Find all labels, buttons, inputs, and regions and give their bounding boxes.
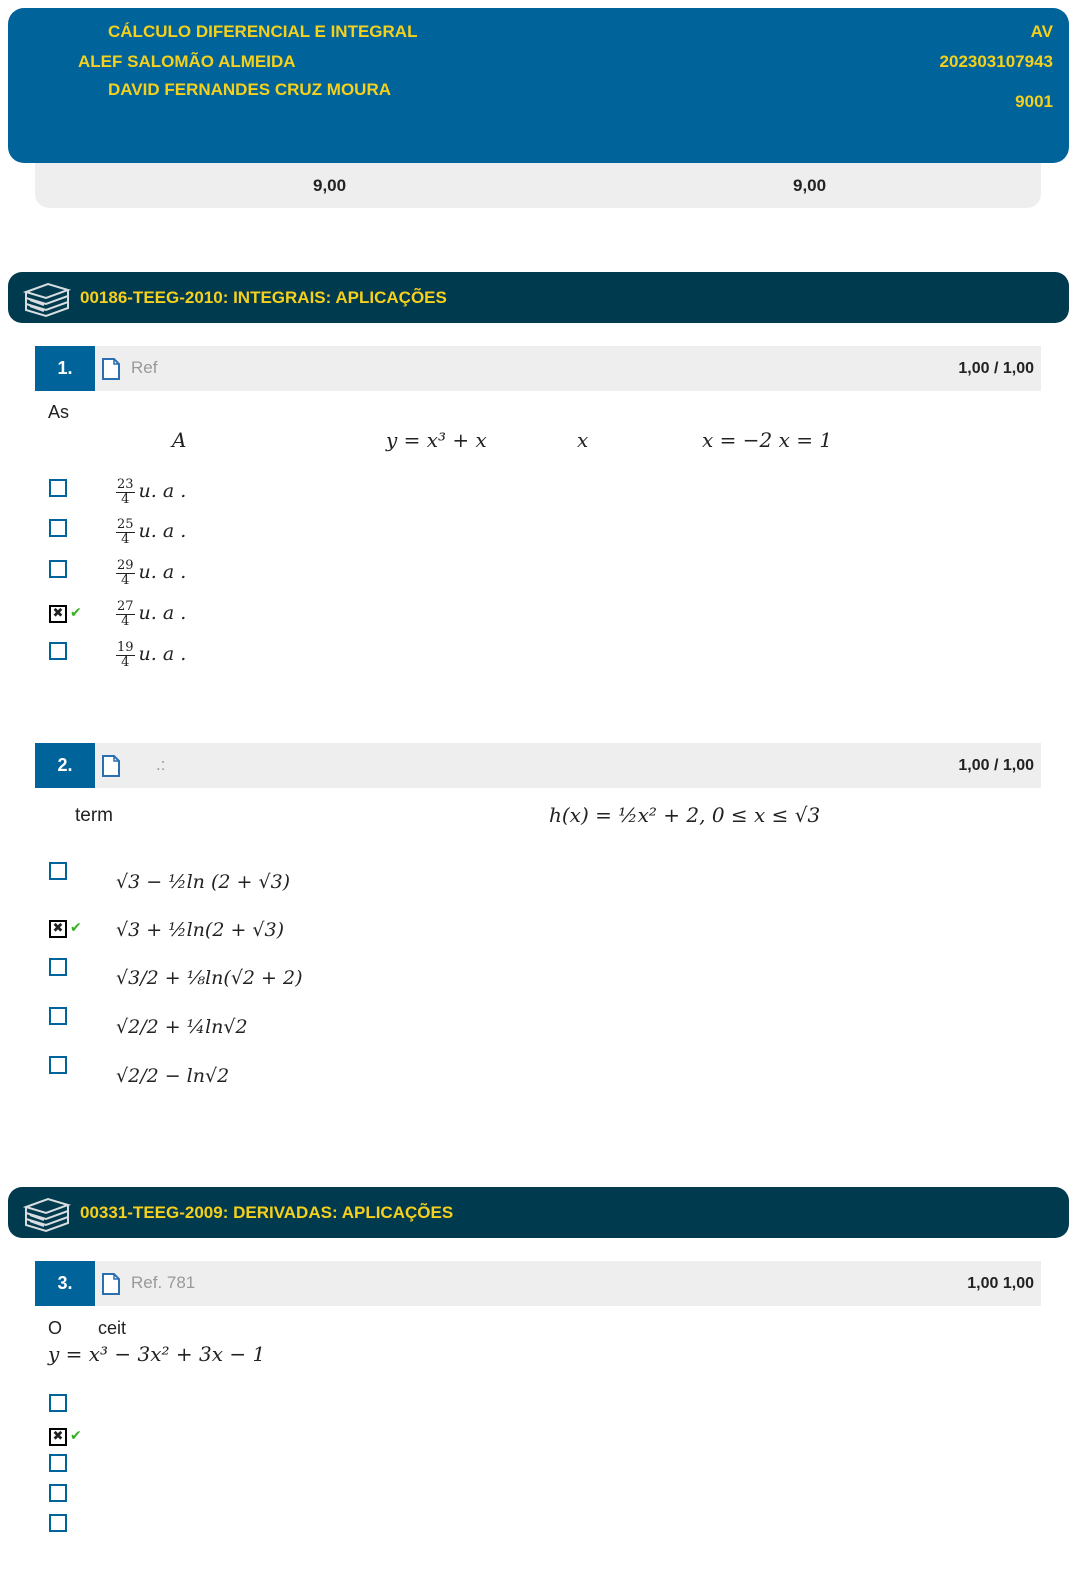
question-ref: Ref. 781 [131,1273,196,1292]
section-title: 00186-TEEG-2010: INTEGRAIS: APLICAÇÕES [80,288,447,307]
answer-checkbox[interactable] [49,862,67,880]
answer-option: $\frac{27}{4}$ u. a . [117,599,187,629]
registration-number: 202303107943 [939,52,1053,71]
answer-option: $\frac{19}{4}$ u. a . [117,640,187,670]
answer-checkbox[interactable] [49,642,67,660]
answer-checkbox[interactable] [49,479,67,497]
answer-checkbox-selected[interactable]: ✖ [49,1428,67,1446]
class-code: 9001 [1015,92,1053,111]
answer-checkbox[interactable] [49,1484,67,1502]
answer-checkbox-selected[interactable]: ✖ [49,605,67,623]
answer-option: √3 − ½ln (2 + √3) [116,871,291,893]
answer-checkbox[interactable] [49,1007,67,1025]
grade-value: 9,00 [313,176,347,195]
question-ref: .: [156,755,166,774]
teacher-name: DAVID FERNANDES CRUZ MOURA [108,80,392,99]
question-header [35,1261,1041,1306]
question-text: term [75,805,113,826]
question-text: As [48,402,70,422]
answer-checkbox[interactable] [49,1454,67,1472]
question-number: 2. [35,743,95,788]
grades-bar [35,163,1041,208]
math-expression: x = −2 x = 1 [702,428,833,452]
math-expression: A [172,428,187,452]
answer-checkbox[interactable] [49,1056,67,1074]
answer-checkbox[interactable] [49,1514,67,1532]
section-header [8,272,1069,323]
question-score: 1,00 1,00 [967,1275,1034,1292]
answer-option: $\frac{25}{4}$ u. a . [117,517,187,547]
answer-checkbox[interactable] [49,1394,67,1412]
answer-checkbox[interactable] [49,958,67,976]
answer-checkbox[interactable] [49,560,67,578]
document-icon[interactable] [102,755,120,777]
answer-checkbox-selected[interactable]: ✖ [49,920,67,938]
exam-header [8,8,1069,163]
question-score: 1,00 / 1,00 [958,757,1034,774]
answer-option: √3/2 + ⅛ln(√2 + 2) [116,967,303,989]
math-expression: x [577,428,589,452]
books-icon [20,278,72,318]
question-number: 1. [35,346,95,391]
math-expression: y = x³ − 3x² + 3x − 1 [48,1342,266,1366]
question-header [35,743,1041,788]
document-icon[interactable] [102,358,120,380]
correct-check-icon: ✔ [70,1428,82,1444]
answer-option: $\frac{23}{4}$ u. a . [117,477,187,507]
document-icon[interactable] [102,1273,120,1295]
question-header [35,346,1041,391]
books-icon [20,1193,72,1233]
answer-option: √2/2 + ¼ln√2 [116,1016,248,1038]
correct-check-icon: ✔ [70,605,82,621]
math-expression: h(x) = ½x² + 2, 0 ≤ x ≤ √3 [549,803,821,827]
question-ref: Ref [131,358,158,377]
exam-type: AV [1030,22,1053,41]
question-text: O [48,1318,63,1338]
section-title: 00331-TEEG-2009: DERIVADAS: APLICAÇÕES [80,1203,454,1222]
course-name: CÁLCULO DIFERENCIAL E INTEGRAL [108,22,418,41]
question-text: ceit [98,1318,127,1338]
grade-value: 9,00 [793,176,827,195]
answer-option: $\frac{29}{4}$ u. a . [117,558,187,588]
answer-option: √3 + ½ln(2 + √3) [116,919,285,941]
answer-checkbox[interactable] [49,519,67,537]
correct-check-icon: ✔ [70,920,82,936]
student-name: ALEF SALOMÃO ALMEIDA [78,52,296,71]
section-header [8,1187,1069,1238]
answer-option: √2/2 − ln√2 [116,1065,230,1087]
question-number: 3. [35,1261,95,1306]
math-expression: y = x³ + x [386,428,487,452]
question-score: 1,00 / 1,00 [958,360,1034,377]
